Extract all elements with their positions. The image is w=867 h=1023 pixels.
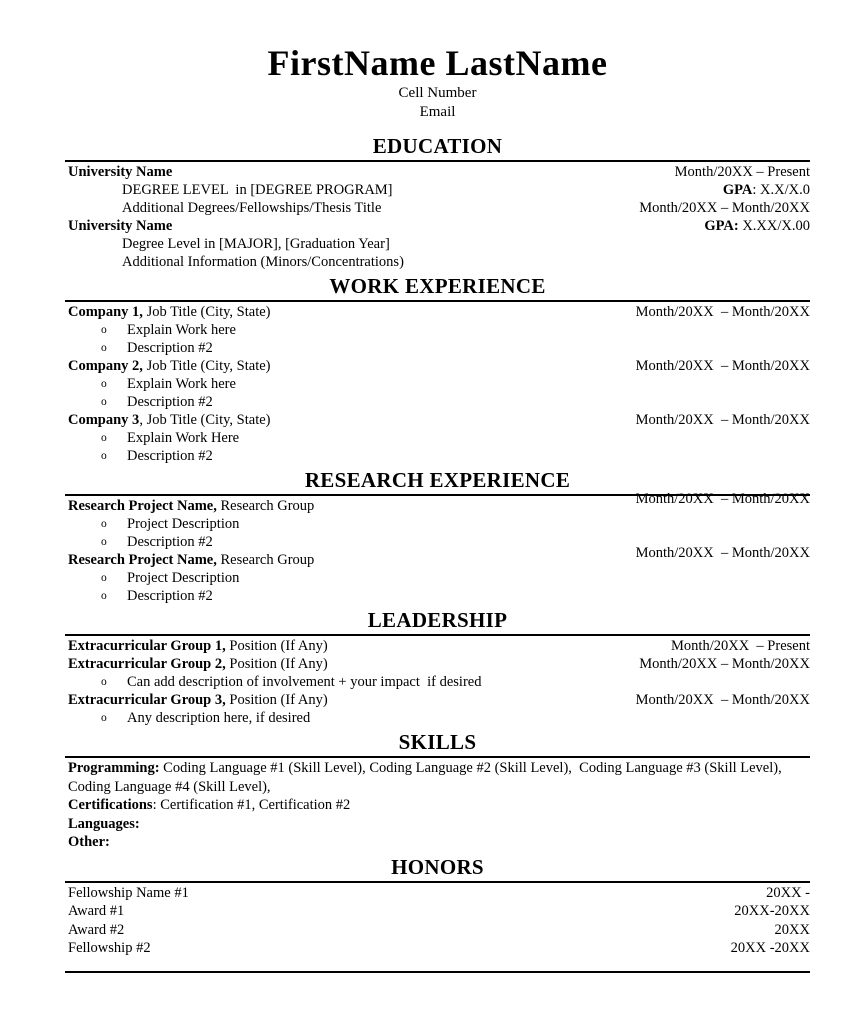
honors-row <box>65 939 810 958</box>
company-name: Company 1, <box>68 304 143 320</box>
date-range: Month/20XX – Month/20XX <box>635 358 810 374</box>
research-bullet <box>65 515 810 533</box>
leadership-entry-header <box>65 655 810 673</box>
section-skills <box>65 730 810 852</box>
skills-programming-line <box>65 759 810 778</box>
section-honors <box>65 855 810 973</box>
university-name: University Name <box>68 164 173 180</box>
section-work-experience <box>65 274 810 465</box>
honor-year: 20XX <box>774 921 810 938</box>
honor-name: Fellowship #2 <box>68 940 151 956</box>
date-range: Month/20XX – Month/20XX <box>639 200 810 216</box>
gpa-label: GPA <box>722 182 753 198</box>
bullet-text: Project Description <box>127 516 240 532</box>
project-name: Research Project Name, <box>68 552 217 568</box>
education-row <box>65 235 810 253</box>
bullet-icon: o <box>101 324 107 336</box>
date-range: Month/20XX – Present <box>671 638 810 654</box>
section-rule <box>65 756 810 758</box>
date-range: Month/20XX – Month/20XX <box>635 692 810 708</box>
gpa-number: : X.X/X.0 <box>752 182 810 198</box>
skill-label: Certifications <box>68 797 153 813</box>
bullet-text: Explain Work Here <box>127 430 240 446</box>
job-title: , Job Title (City, State) <box>139 412 271 428</box>
bullet-text: Explain Work here <box>127 376 236 392</box>
work-bullet <box>65 339 810 357</box>
bullet-icon: o <box>101 712 107 724</box>
position-title: Position (If Any) <box>225 656 328 672</box>
work-entry-header <box>65 357 810 375</box>
bullet-icon: o <box>101 342 107 354</box>
leadership-entry-header <box>65 691 810 709</box>
bullet-text: Description #2 <box>127 394 213 410</box>
job-title: Job Title (City, State) <box>142 358 271 374</box>
bullet-icon: o <box>101 432 107 444</box>
bullet-text: Description #2 <box>127 448 213 464</box>
gpa-label: GPA: <box>704 218 739 234</box>
bullet-icon: o <box>101 378 107 390</box>
work-bullet <box>65 447 810 465</box>
gpa-number: X.XX/X.00 <box>738 218 810 234</box>
work-heading: WORK EXPERIENCE <box>329 274 546 298</box>
date-range: Month/20XX – Month/20XX <box>635 545 810 561</box>
skill-text: Coding Language #1 (Skill Level), Coding Language #2 (Skill Level), Coding Language #3 (Skill Level), <box>159 760 782 776</box>
honors-row <box>65 884 810 903</box>
bullet-text: Any description here, if desired <box>127 710 311 726</box>
skill-label: Languages: <box>68 815 140 832</box>
email: Email <box>419 104 456 120</box>
work-bullet <box>65 321 810 339</box>
bullet-text: Can add description of involvement + your impact if desired <box>127 674 482 690</box>
bullet-icon: o <box>101 536 107 548</box>
group-name: Extracurricular Group 2, <box>68 656 226 672</box>
leadership-bullet <box>65 709 810 727</box>
education-row <box>65 163 810 181</box>
leadership-entry-header <box>65 637 810 655</box>
bullet-icon: o <box>101 590 107 602</box>
date-range: Month/20XX – Month/20XX <box>635 491 810 507</box>
section-rule <box>65 160 810 162</box>
honor-name: Award #2 <box>68 921 125 938</box>
education-row <box>65 181 810 199</box>
work-bullet <box>65 375 810 393</box>
research-bullet <box>65 587 810 605</box>
education-row <box>65 217 810 235</box>
education-row <box>65 199 810 217</box>
bullet-icon: o <box>101 450 107 462</box>
leadership-heading: LEADERSHIP <box>367 608 508 632</box>
research-heading: RESEARCH EXPERIENCE <box>304 468 571 492</box>
work-entry-header <box>65 411 810 429</box>
position-title: Position (If Any) <box>225 638 328 654</box>
bullet-icon: o <box>101 572 107 584</box>
bullet-icon: o <box>101 518 107 530</box>
position-title: Position (If Any) <box>225 692 328 708</box>
bullet-icon: o <box>101 676 107 688</box>
honor-name: Award #1 <box>68 903 125 919</box>
skills-programming-continuation <box>65 778 810 797</box>
bottom-rule <box>65 971 810 973</box>
person-name: FirstName LastName <box>267 43 608 83</box>
honor-name: Fellowship Name #1 <box>68 884 189 901</box>
section-research-experience <box>65 468 810 605</box>
university-name: University Name <box>68 218 173 234</box>
honors-heading: HONORS <box>391 854 484 879</box>
research-group: Research Group <box>216 498 315 514</box>
research-group: Research Group <box>216 552 315 568</box>
additional-degrees: Additional Degrees/Fellowships/Thesis Title <box>122 200 382 216</box>
bullet-text: Description #2 <box>127 588 213 604</box>
skills-certifications-line <box>65 796 810 815</box>
honors-row <box>65 921 810 940</box>
section-rule <box>65 300 810 302</box>
work-bullet <box>65 429 810 447</box>
honors-row <box>65 902 810 921</box>
gpa-value <box>704 217 810 235</box>
skills-heading: SKILLS <box>398 730 477 754</box>
section-leadership <box>65 608 810 727</box>
research-entry-header <box>65 545 810 569</box>
gpa-value <box>723 181 810 199</box>
skills-other-line <box>65 833 810 852</box>
degree-line: Degree Level in [MAJOR], [Graduation Year] <box>122 236 390 252</box>
date-range: Month/20XX – Month/20XX <box>635 304 810 320</box>
work-entry-header <box>65 303 810 321</box>
bullet-text: Description #2 <box>127 340 213 356</box>
skill-label: Programming: <box>68 760 160 776</box>
section-education <box>65 134 810 271</box>
honor-year: 20XX -20XX <box>730 940 810 956</box>
cell-number: Cell Number <box>398 85 477 101</box>
skill-label: Other: <box>68 834 110 850</box>
education-heading: EDUCATION <box>372 134 503 158</box>
education-row <box>65 253 810 271</box>
honor-year: 20XX-20XX <box>734 903 810 919</box>
skills-languages-line <box>65 815 810 834</box>
date-range: Month/20XX – Present <box>674 164 810 180</box>
project-name: Research Project Name, <box>68 498 217 514</box>
bullet-text: Explain Work here <box>127 322 236 338</box>
job-title: Job Title (City, State) <box>142 304 271 320</box>
skill-text: Coding Language #4 (Skill Level), <box>68 778 271 795</box>
research-entry-header <box>65 491 810 515</box>
date-range: Month/20XX – Month/20XX <box>635 412 810 428</box>
research-bullet <box>65 569 810 587</box>
section-rule <box>65 881 810 883</box>
degree-line: DEGREE LEVEL in [DEGREE PROGRAM] <box>122 182 393 198</box>
leadership-bullet <box>65 673 810 691</box>
bullet-text: Description #2 <box>127 534 213 550</box>
skill-text: : Certification #1, Certification #2 <box>152 797 351 813</box>
company-name: Company 3 <box>68 412 140 428</box>
work-bullet <box>65 393 810 411</box>
additional-info: Additional Information (Minors/Concentrations) <box>122 254 404 270</box>
honor-year: 20XX - <box>766 884 810 901</box>
bullet-text: Project Description <box>127 570 240 586</box>
group-name: Extracurricular Group 3, <box>68 692 226 708</box>
bullet-icon: o <box>101 396 107 408</box>
section-rule <box>65 634 810 636</box>
company-name: Company 2, <box>68 358 143 374</box>
group-name: Extracurricular Group 1, <box>68 638 226 654</box>
date-range: Month/20XX – Month/20XX <box>639 656 810 672</box>
